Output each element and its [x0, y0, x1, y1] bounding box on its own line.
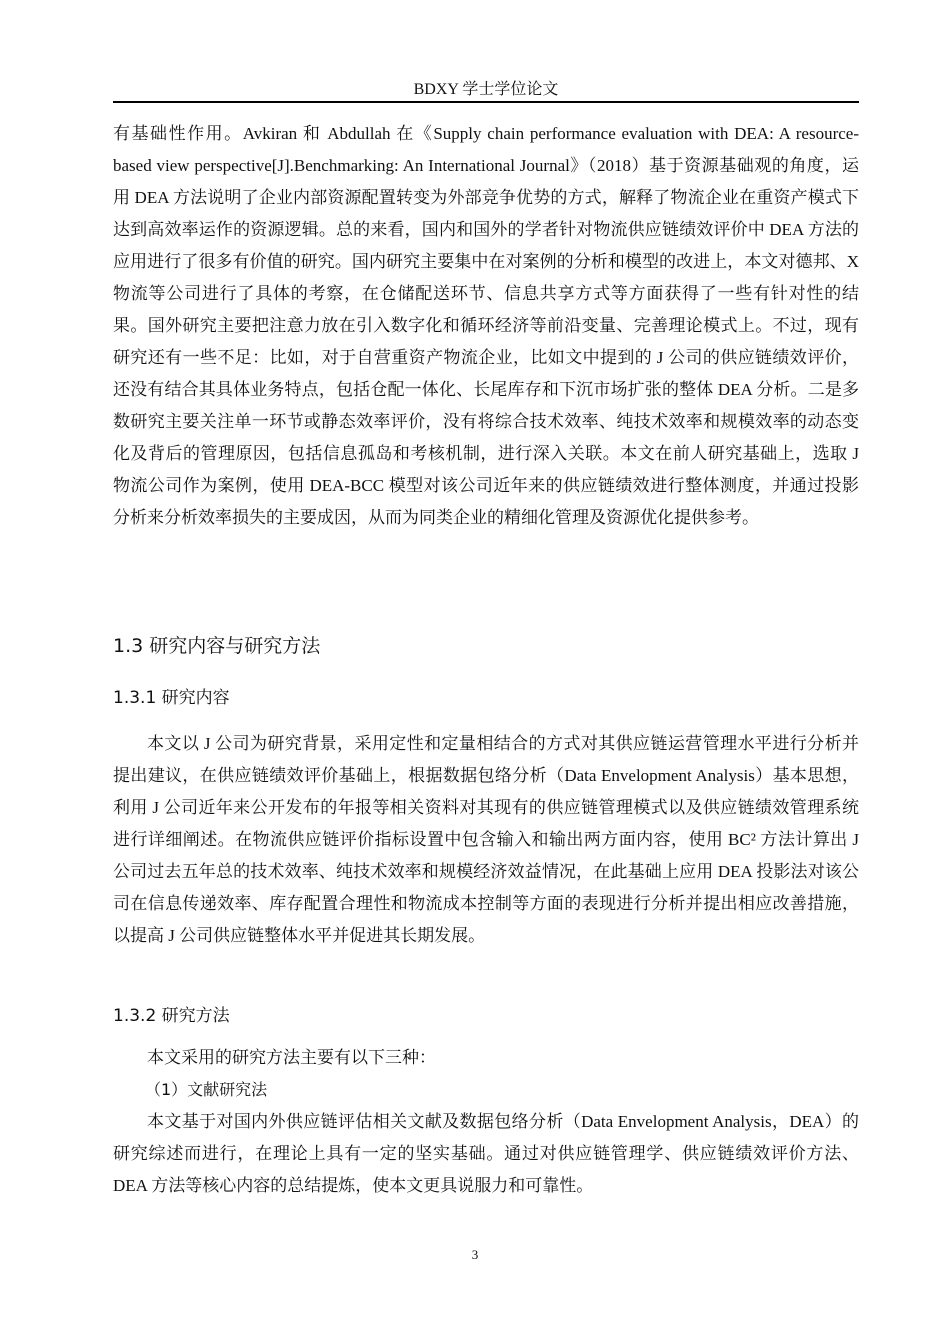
section-heading-1-3: 1.3 研究内容与研究方法: [113, 635, 321, 657]
running-header: BDXY 学士学位论文: [413, 81, 559, 98]
subsection-heading-1-3-1: 1.3.1 研究内容: [113, 688, 230, 708]
paragraph-methods-intro: 本文采用的研究方法主要有以下三种：: [147, 1048, 436, 1067]
paragraph-research-content: 本文以 J 公司为研究背景，采用定性和定量相结合的方式对其供应链运营管理水平进行分析并提出建议，在供应链绩效评价基础上，根据数据包络分析（Data Envelopment Analysis）基本思想，利用 J 公司近年来公开发布的年报等相关资料对其现有的供应链管理模式以及供应链绩效管理系统进行详细阐述。在物流供应链评价指标设置中包含输入和输出两方面内容，使用 BC² 方法计算出 J 公司过去五年总的技术效率、纯技术效率和规模经济效益情况，在此基础上应用 DEA 投影法对该公司在信息传递效率、库存配置合理性和物流成本控制等方面的表现进行分析并提出相应改善措施，以提高 J 公司供应链整体水平并促进其长期发展。: [113, 734, 859, 945]
paragraph-literature-review: 有基础性作用。Avkiran 和 Abdullah 在《Supply chain performance evaluation with DEA: A resource-based view perspective[J].Benchmarking: An International Journal》（2018）基于资源基础观的角度，运用 DEA 方法说明了企业内部资源配置转变为外部竞争优势的方式，解释了物流企业在重资产模式下达到高效率运作的资源逻辑。总的来看，国内和国外的学者针对物流供应链绩效评价中 DEA 方法的应用进行了很多有价值的研究。国内研究主要集中在对案例的分析和模型的改进上，本文对德邦、X 物流等公司进行了具体的考察，在仓储配送环节、信息共享方式等方面获得了一些有针对性的结果。国外研究主要把注意力放在引入数字化和循环经济等前沿变量、完善理论模式上。不过，现有研究还有一些不足：比如，对于自营重资产物流企业，比如文中提到的 J 公司的供应链绩效评价，还没有结合其具体业务特点，包括仓配一体化、长尾库存和下沉市场扩张的整体 DEA 分析。二是多数研究主要关注单一环节或静态效率评价，没有将综合技术效率、纯技术效率和规模效率的动态变化及背后的管理原因，包括信息孤岛和考核机制，进行深入关联。本文在前人研究基础上，选取 J 物流公司作为案例，使用 DEA-BCC 模型对该公司近年来的供应链绩效进行整体测度，并通过投影分析来分析效率损失的主要成因，从而为同类企业的精细化管理及资源优化提供参考。: [113, 124, 859, 527]
page-body: [113, 118, 859, 1202]
page-number: 3: [471, 1247, 479, 1262]
paragraph-literature-method: 本文基于对国内外供应链评估相关文献及数据包络分析（Data Envelopment Analysis，DEA）的研究综述而进行，在理论上具有一定的坚实基础。通过对供应链管理学、供应链绩效评价方法、DEA 方法等核心内容的总结提炼，使本文更具说服力和可靠性。: [113, 1112, 859, 1195]
subsection-heading-1-3-2: 1.3.2 研究方法: [113, 1006, 230, 1026]
header-rule: [113, 101, 859, 103]
method-item-heading: （1）文献研究法: [145, 1080, 268, 1099]
